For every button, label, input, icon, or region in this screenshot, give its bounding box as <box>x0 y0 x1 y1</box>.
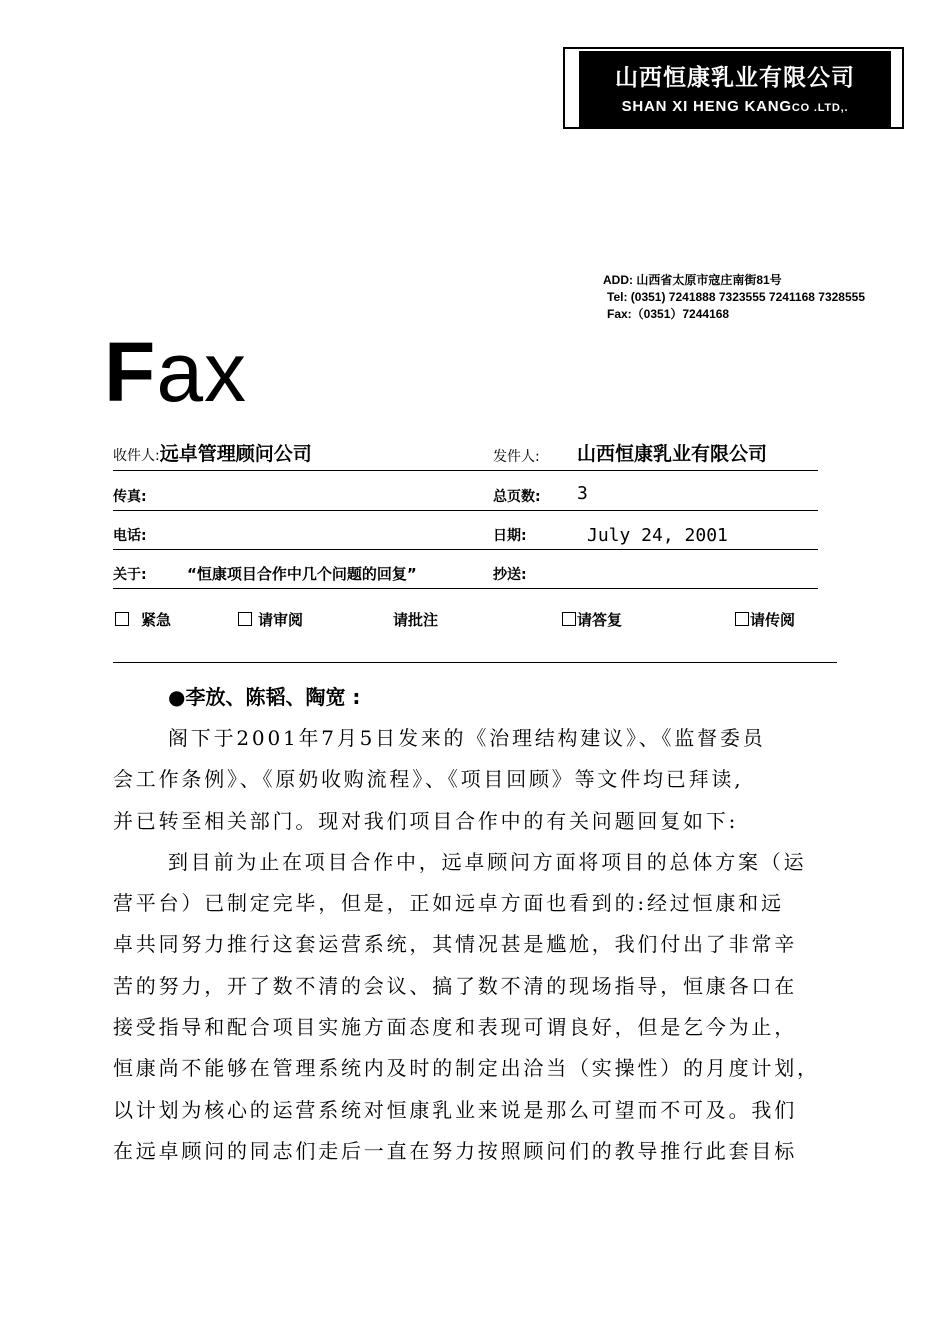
letter-body <box>113 718 843 1172</box>
company-name-en-suffix: CO .LTD,. <box>791 102 849 114</box>
subject-value-cell <box>187 563 417 584</box>
checkbox-comment[interactable] <box>393 609 438 630</box>
pages-label: 总页数: <box>493 489 541 505</box>
checkbox-box[interactable] <box>238 612 252 626</box>
checkbox-box[interactable] <box>562 612 576 626</box>
pages-value: 3 <box>577 483 588 504</box>
body-line: 阁下于2001年7月5日发来的《治理结构建议》、《监督委员 <box>168 726 766 750</box>
company-name-en <box>579 97 891 118</box>
body-line: 会工作条例》、《原奶收购流程》、《项目回顾》等文件均已拜读, <box>113 767 744 792</box>
to-label: 收件人: <box>113 448 160 464</box>
from-value-cell <box>577 439 767 466</box>
pages-value-cell <box>577 483 588 504</box>
body-line: 苦的努力，开了数不清的会议、搞了数不清的现场指导，恒康各口在 <box>113 973 797 998</box>
form-row-fax <box>113 480 818 511</box>
from-value: 山西恒康乳业有限公司 <box>577 443 768 465</box>
form-row-phone <box>113 519 818 550</box>
from-label: 发件人: <box>493 449 540 465</box>
phone-field <box>113 525 147 545</box>
body-line: 卓共同努力推行这套运营系统，其情况甚是尴尬，我们付出了非常辛 <box>113 932 797 957</box>
company-logo <box>563 47 904 129</box>
date-value: July 24, 2001 <box>587 525 728 546</box>
date-label: 日期: <box>493 528 527 544</box>
to-value: 远卓管理顾问公司 <box>159 443 312 465</box>
checkbox-urgent-label: 紧急 <box>141 611 172 629</box>
cc-label: 抄送: <box>493 567 527 583</box>
contact-fax: Fax:（0351）7244168 <box>607 307 730 321</box>
checkbox-box[interactable] <box>115 612 129 626</box>
company-name-en-main: SHAN XI HENG KANG <box>621 98 792 115</box>
fax-number-field <box>113 486 147 506</box>
form-row-subject <box>113 558 818 589</box>
body-line: 恒康尚不能够在管理系统内及时的制定出洽当（实操性）的月度计划， <box>113 1056 820 1081</box>
contact-address: ADD: 山西省太原市寇庄南街81号 <box>603 273 782 287</box>
greeting: ●李放、陈韬、陶宽 : <box>168 685 361 709</box>
checkbox-comment-label: 请批注 <box>393 611 439 629</box>
checkbox-row <box>113 609 833 635</box>
checkbox-box[interactable] <box>735 612 749 626</box>
fax-heading-initial: F <box>104 325 157 419</box>
checkbox-review[interactable] <box>238 609 303 630</box>
fax-heading-rest: ax <box>156 325 248 419</box>
date-value-cell <box>587 525 728 546</box>
from-label-cell <box>493 446 540 466</box>
date-label-cell <box>493 525 527 545</box>
checkbox-reply[interactable] <box>562 609 622 630</box>
body-line: 到目前为止在项目合作中，远卓顾问方面将项目的总体方案（运 <box>168 849 807 874</box>
fax-heading <box>104 322 247 422</box>
subject-label: 关于: <box>113 567 147 583</box>
checkbox-urgent[interactable] <box>115 609 171 630</box>
to-field <box>113 439 312 466</box>
checkbox-circulate-label: 请传阅 <box>750 611 796 629</box>
body-line: 在远卓顾问的同志们走后一直在努力按照顾问们的教导推行此套目标 <box>113 1138 797 1163</box>
checkbox-reply-label: 请答复 <box>577 611 623 629</box>
phone-label: 电话: <box>113 528 147 544</box>
body-line: 并已转至相关部门。现对我们项目合作中的有关问题回复如下: <box>113 808 739 833</box>
body-line: 营平台）已制定完毕，但是，正如远卓方面也看到的:经过恒康和远 <box>113 891 784 916</box>
checkbox-review-label: 请审阅 <box>258 611 304 629</box>
subject-value: “恒康项目合作中几个问题的回复” <box>187 565 417 583</box>
checkbox-circulate[interactable] <box>735 609 795 630</box>
form-row-recipient <box>113 440 818 471</box>
company-logo-inner <box>579 51 891 127</box>
contact-tel: Tel: (0351) 7241888 7323555 7241168 7328555 <box>607 290 866 304</box>
body-line: 接受指导和配合项目实施方面态度和表现可谓良好，但是乞今为止， <box>113 1015 797 1040</box>
fax-number-label: 传真: <box>113 489 147 505</box>
company-name-cn: 山西恒康乳业有限公司 <box>615 65 855 91</box>
subject-label-cell <box>113 564 147 584</box>
cc-field <box>493 564 527 584</box>
contact-info <box>603 272 865 323</box>
pages-label-cell <box>493 486 541 506</box>
body-line: 以计划为核心的运营系统对恒康乳业来说是那么可望而不可及。我们 <box>113 1097 797 1122</box>
divider-line <box>113 662 837 663</box>
